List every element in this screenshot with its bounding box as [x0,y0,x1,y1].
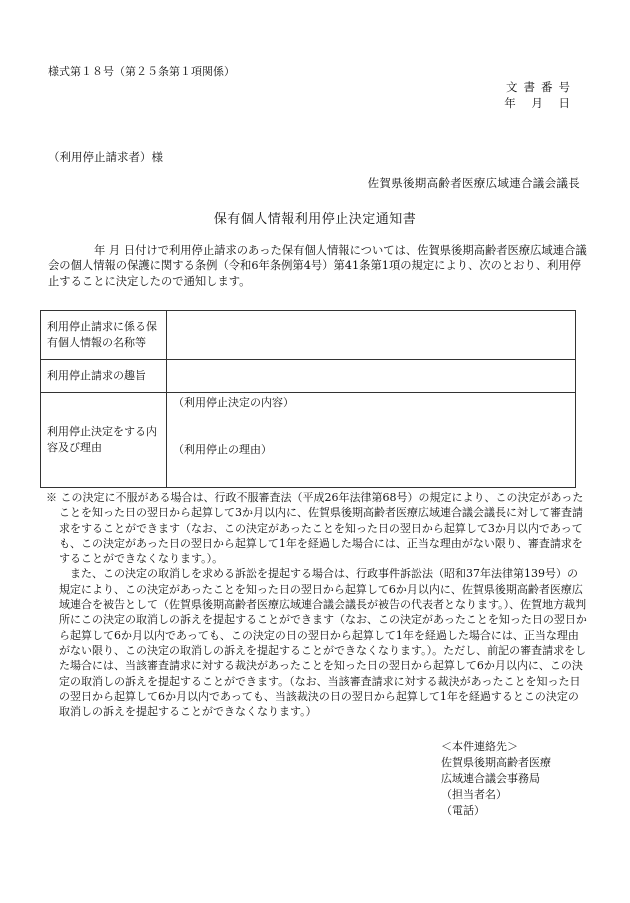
row3-value [167,393,576,488]
contact-heading: ＜本件連絡先＞ [441,740,518,753]
decision-content-label: （利用停止決定の内容） [173,396,294,409]
contact-block [441,739,551,819]
body-paragraph: 年 月 日付けで利用停止請求のあった保有個人情報については、佐賀県後期高齢者医療広域連合議会の個人情報の保護に関する条例（令和6年条例第4号）第41条第1項の規定により、次のとおり、利用停止することに決定したので通知します。 [48,244,587,288]
row2-value [167,360,576,393]
note-appeal: ※ この決定に不服がある場合は、行政不服審査法（平成26年法律第68号）の規定により、この決定があったことを知った日の翌日から起算して3か月以内に、佐賀県後期高齢者医療広域連合議会議長に対して審査請求をすることができます（なお、この決定があったことを知った日の翌日から起算して3か月以内であっても、この決定があった日の翌日から起算して1年を経過した場合には、正当な理由がない限り、審査請求をすることができなくなります。）。 [46,491,584,566]
table-row [41,311,576,360]
contact-phone: （電話） [441,804,485,817]
decision-reason-label: （利用停止の理由） [173,443,272,456]
info-table [40,310,576,488]
notes [46,490,588,719]
sender: 佐賀県後期高齢者医療広域連合議会議長 [367,176,580,190]
document-number-block [504,79,576,111]
table-row [41,393,576,488]
contact-org-line1: 佐賀県後期高齢者医療 [441,756,551,769]
form-number: 様式第１８号（第２５条第１項関係） [48,65,235,78]
document-number-label: 文書番号 [506,80,576,94]
page-title: 保有個人情報利用停止決定通知書 [213,212,417,227]
table-row [41,360,576,393]
row3-label: 利用停止決定をする内容及び理由 [41,393,167,488]
date-label: 年 月 日 [504,96,576,110]
note-lawsuit: また、この決定の取消しを求める訴訟を提起する場合は、行政事件訴訟法（昭和37年法律第139号）の規定により、この決定があったことを知った日の翌日から起算して6か月以内に、佐賀県後期高齢者医療広域連合を被告として（佐賀県後期高齢者医療広域連合議会議長が被告の代表者となります。）、佐賀地方裁判所にこの決定の取消しの訴えを提起することができます（なお、この決定があったことを知った日の翌日から起算して6か月以内であっても、この決定の日の翌日から起算して1年を経過した場合には、正当な理由がない限り、この決定の取消しの訴えを提起することができなくなります。）。ただし、前記の審査請求をした場合には、当該審査請求に対する裁決があったことを知った日の翌日から起算して6か月以内に、この決定の取消しの訴えを提起することができます。（なお、当該審査請求に対する裁決があったことを知った日の翌日から起算して6か月以内であっても、当該裁決の日の翌日から起算して1年を経過するとこの決定の取消しの訴えを提起することができなくなります。） [59,567,587,719]
row1-value [167,311,576,360]
recipient: （利用停止請求者）様 [48,150,163,164]
row1-label: 利用停止請求に係る保有個人情報の名称等 [41,311,167,360]
contact-person: （担当者名） [441,788,507,801]
row2-label: 利用停止請求の趣旨 [41,360,167,393]
contact-org-line2: 広域連合議会事務局 [441,772,540,785]
